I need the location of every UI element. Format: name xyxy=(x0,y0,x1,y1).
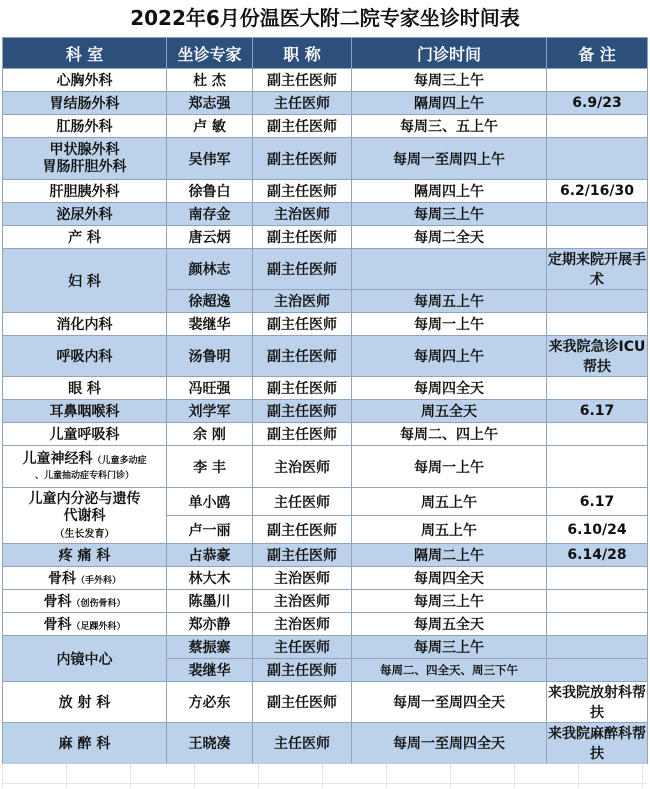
table-row xyxy=(3,723,648,764)
title-cell: 副主任医师 xyxy=(253,682,352,723)
page-title: 2022年6月份温医大附二院专家坐诊时间表 xyxy=(130,6,520,30)
dept-cell: 泌尿外科 xyxy=(3,203,167,226)
title-cell: 副主任医师 xyxy=(253,400,352,423)
time-cell: 每周五上午 xyxy=(352,290,547,313)
time-cell: 每周一上午 xyxy=(352,446,547,488)
title-cell: 副主任医师 xyxy=(253,336,352,377)
table-row xyxy=(3,400,648,423)
dept-cell: 肛肠外科 xyxy=(3,115,167,138)
table-row xyxy=(3,590,648,613)
table-row xyxy=(3,203,648,226)
dept-note: （手外科） xyxy=(75,576,121,586)
title-cell: 副主任医师 xyxy=(253,544,352,567)
header-time: 门诊时间 xyxy=(352,38,547,69)
dept-line: 代谢科 xyxy=(63,508,106,524)
note-cell: 6.17 xyxy=(547,400,648,423)
dept-line: （生长发育） xyxy=(54,529,115,540)
note-cell: 来我院放射科帮扶 xyxy=(547,682,648,723)
expert-cell: 刘学军 xyxy=(167,400,253,423)
title-cell: 主治医师 xyxy=(253,446,352,488)
time-cell: 周五上午 xyxy=(352,516,547,544)
table-row xyxy=(3,138,648,180)
dept-cell: 麻 醉 科 xyxy=(3,723,167,764)
expert-cell: 徐超逸 xyxy=(167,290,253,313)
time-cell: 周五全天 xyxy=(352,400,547,423)
title-cell: 主治医师 xyxy=(253,203,352,226)
note-cell: 来我院急诊ICU帮扶 xyxy=(547,336,648,377)
expert-cell: 徐鲁白 xyxy=(167,180,253,203)
expert-cell: 卢一丽 xyxy=(167,516,253,544)
title-cell: 主任医师 xyxy=(253,92,352,115)
title-cell: 主任医师 xyxy=(253,636,352,659)
time-cell: 每周三上午 xyxy=(352,203,547,226)
note-cell xyxy=(547,290,648,313)
table-row xyxy=(3,313,648,336)
time-cell: 每周五全天 xyxy=(352,613,547,636)
title-cell: 主治医师 xyxy=(253,290,352,313)
note-cell xyxy=(547,138,648,180)
expert-cell: 方必东 xyxy=(167,682,253,723)
title-cell: 副主任医师 xyxy=(253,423,352,446)
dept-note: （儿童多动症 xyxy=(92,455,147,466)
dept-cell: 心胸外科 xyxy=(3,69,167,92)
dept-note: （创伤骨科） xyxy=(71,599,126,609)
header-expert: 坐诊专家 xyxy=(167,38,253,69)
dept-cell: 内镜中心 xyxy=(3,636,167,682)
dept-line: 甲状腺外科 xyxy=(49,141,120,158)
time-cell: 隔周四上午 xyxy=(352,92,547,115)
dept-cell: 肝胆胰外科 xyxy=(3,180,167,203)
expert-cell: 裴继华 xyxy=(167,659,253,682)
title-cell: 副主任医师 xyxy=(253,180,352,203)
table-row xyxy=(3,613,648,636)
time-cell: 隔周四上午 xyxy=(352,180,547,203)
table-row xyxy=(3,115,648,138)
title-cell: 副主任医师 xyxy=(253,377,352,400)
note-cell xyxy=(547,613,648,636)
time-cell: 每周三上午 xyxy=(352,636,547,659)
title-cell: 副主任医师 xyxy=(253,516,352,544)
time-cell: 每周四全天 xyxy=(352,567,547,590)
expert-cell: 郑志强 xyxy=(167,92,253,115)
note-cell xyxy=(547,115,648,138)
table-row xyxy=(3,423,648,446)
time-cell: 每周二全天 xyxy=(352,226,547,249)
note-cell xyxy=(547,590,648,613)
table-row xyxy=(3,226,648,249)
dept-cell: 放 射 科 xyxy=(3,682,167,723)
note-cell xyxy=(547,203,648,226)
dept-cell: 儿童呼吸科 xyxy=(3,423,167,446)
note-cell xyxy=(547,226,648,249)
table-row xyxy=(3,336,648,377)
expert-cell: 李 丰 xyxy=(167,446,253,488)
dept-cell: 产 科 xyxy=(3,226,167,249)
expert-cell: 吴伟军 xyxy=(167,138,253,180)
note-cell: 6.17 xyxy=(547,488,648,516)
note-cell xyxy=(547,659,648,682)
time-cell: 每周一上午 xyxy=(352,313,547,336)
title-cell: 副主任医师 xyxy=(253,138,352,180)
time-cell: 隔周二上午 xyxy=(352,544,547,567)
table-row xyxy=(3,180,648,203)
header-row xyxy=(3,38,648,69)
time-cell: 每周三、五上午 xyxy=(352,115,547,138)
dept-main: 骨科 xyxy=(47,571,76,587)
dept-cell xyxy=(3,488,167,544)
dept-cell xyxy=(3,138,167,180)
expert-cell: 卢 敏 xyxy=(167,115,253,138)
expert-cell: 林大木 xyxy=(167,567,253,590)
table-row xyxy=(3,69,648,92)
dept-cell: 妇 科 xyxy=(3,249,167,313)
title-cell: 副主任医师 xyxy=(253,659,352,682)
table-row xyxy=(3,544,648,567)
dept-cell xyxy=(3,590,167,613)
note-cell xyxy=(547,423,648,446)
note-cell: 定期来院开展手术 xyxy=(547,249,648,290)
time-cell: 每周四全天 xyxy=(352,377,547,400)
dept-cell xyxy=(3,567,167,590)
time-cell: 每周一至周四上午 xyxy=(352,138,547,180)
dept-cell xyxy=(3,613,167,636)
title-cell: 主治医师 xyxy=(253,567,352,590)
time-cell: 每周三上午 xyxy=(352,69,547,92)
time-cell: 每周三上午 xyxy=(352,590,547,613)
expert-cell: 汤鲁明 xyxy=(167,336,253,377)
note-cell: 来我院麻醉科帮扶 xyxy=(547,723,648,764)
title-cell: 主治医师 xyxy=(253,613,352,636)
time-cell: 每周二、四上午 xyxy=(352,423,547,446)
note-cell: 6.14/28 xyxy=(547,544,648,567)
expert-cell: 蔡振寨 xyxy=(167,636,253,659)
time-cell: 每周一至周四全天 xyxy=(352,682,547,723)
header-title: 职 称 xyxy=(253,38,352,69)
time-cell: 每周四上午 xyxy=(352,336,547,377)
table-row xyxy=(3,446,648,488)
dept-cell: 呼吸内科 xyxy=(3,336,167,377)
dept-main: 骨科 xyxy=(43,594,72,610)
title-cell: 主治医师 xyxy=(253,590,352,613)
time-cell: 每周二、四全天、周三下午 xyxy=(352,659,547,682)
table-row xyxy=(3,567,648,590)
expert-cell: 占恭豪 xyxy=(167,544,253,567)
title-cell: 副主任医师 xyxy=(253,249,352,290)
header-dept: 科 室 xyxy=(3,38,167,69)
expert-cell: 杜 杰 xyxy=(167,69,253,92)
note-cell xyxy=(547,377,648,400)
table-row xyxy=(3,488,648,516)
title-cell: 副主任医师 xyxy=(253,115,352,138)
expert-cell: 王晓凑 xyxy=(167,723,253,764)
expert-cell: 颜林志 xyxy=(167,249,253,290)
dept-main: 儿童神经科 xyxy=(22,450,93,467)
time-cell: 周五上午 xyxy=(352,488,547,516)
time-cell: 每周一至周四全天 xyxy=(352,723,547,764)
expert-cell: 裴继华 xyxy=(167,313,253,336)
expert-cell: 郑亦静 xyxy=(167,613,253,636)
expert-cell: 冯旺强 xyxy=(167,377,253,400)
header-note: 备 注 xyxy=(547,38,648,69)
dept-line: 胃肠肝胆外科 xyxy=(42,158,127,175)
time-cell xyxy=(352,249,547,290)
expert-cell: 单小鸥 xyxy=(167,488,253,516)
note-cell xyxy=(547,69,648,92)
table-row xyxy=(3,249,648,290)
expert-cell: 陈墨川 xyxy=(167,590,253,613)
note-cell xyxy=(547,636,648,659)
note-cell: 6.9/23 xyxy=(547,92,648,115)
title-cell: 副主任医师 xyxy=(253,69,352,92)
expert-cell: 唐云炳 xyxy=(167,226,253,249)
expert-cell: 余 刚 xyxy=(167,423,253,446)
expert-cell: 南存金 xyxy=(167,203,253,226)
note-cell xyxy=(547,446,648,488)
dept-cell: 疼 痛 科 xyxy=(3,544,167,567)
dept-note: （足踝外科） xyxy=(71,622,126,632)
dept-main: 骨科 xyxy=(43,617,72,633)
dept-note: 、儿童抽动症专科门诊） xyxy=(34,470,134,481)
note-cell: 6.10/24 xyxy=(547,516,648,544)
table-row xyxy=(3,92,648,115)
note-cell xyxy=(547,313,648,336)
schedule-table xyxy=(2,37,648,764)
title-cell: 副主任医师 xyxy=(253,226,352,249)
dept-cell: 耳鼻咽喉科 xyxy=(3,400,167,423)
dept-cell xyxy=(3,446,167,488)
spreadsheet-grid xyxy=(2,763,647,787)
title-cell: 副主任医师 xyxy=(253,313,352,336)
dept-line: 儿童内分泌与遗传 xyxy=(28,491,141,507)
note-cell: 6.2/16/30 xyxy=(547,180,648,203)
note-cell xyxy=(547,567,648,590)
table-row xyxy=(3,377,648,400)
table-row xyxy=(3,682,648,723)
table-row xyxy=(3,636,648,659)
dept-cell: 消化内科 xyxy=(3,313,167,336)
dept-cell: 胃结肠外科 xyxy=(3,92,167,115)
title-cell: 主任医师 xyxy=(253,488,352,516)
dept-cell: 眼 科 xyxy=(3,377,167,400)
title-cell: 主任医师 xyxy=(253,723,352,764)
